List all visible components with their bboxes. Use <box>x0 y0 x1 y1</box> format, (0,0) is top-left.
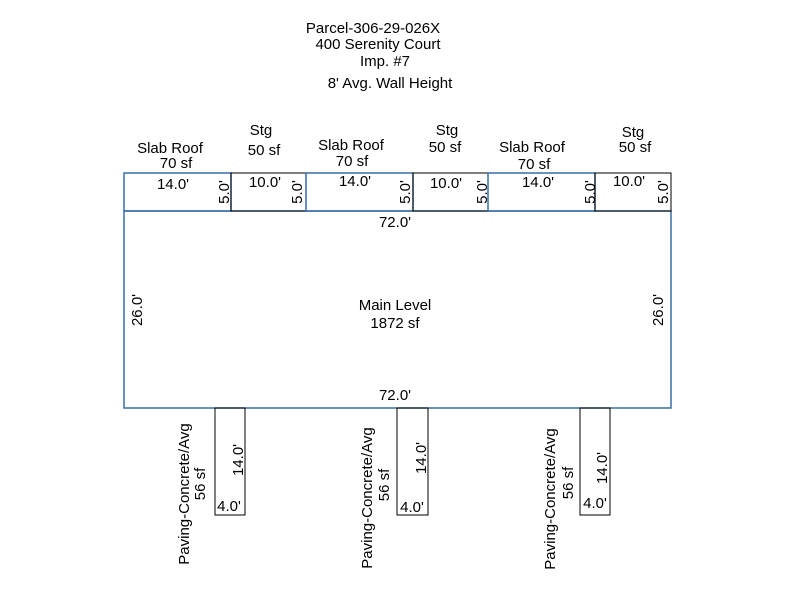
slab-roof-1-area: 70 sf <box>159 155 193 172</box>
paving-1-width-dim: 4.0' <box>217 498 241 515</box>
stg-1-name: Stg <box>249 122 273 139</box>
stg-1-width-dim: 10.0' <box>248 174 282 191</box>
stg-1-depth-dim: 5.0' <box>289 180 306 204</box>
stg-2-area: 50 sf <box>428 139 462 156</box>
paving-3-width-dim: 4.0' <box>583 495 607 512</box>
main-level-top-dim: 72.0' <box>378 214 412 231</box>
address-label: 400 Serenity Court <box>315 36 441 53</box>
slab-roof-3-name: Slab Roof <box>499 139 565 156</box>
slab-roof-2-area: 70 sf <box>335 153 369 170</box>
stg-3-name: Stg <box>621 124 645 141</box>
slab-roof-1-depth-dim: 5.0' <box>216 180 233 204</box>
slab-roof-1-name: Slab Roof <box>137 140 203 157</box>
paving-1-area: 56 sf <box>192 467 209 501</box>
paving-2-length-dim: 14.0' <box>413 441 430 475</box>
slab-roof-3-depth-dim: 5.0' <box>582 180 599 204</box>
stg-3-width-dim: 10.0' <box>612 173 646 190</box>
paving-2-width-dim: 4.0' <box>400 499 424 516</box>
paving-3-length-dim: 14.0' <box>594 451 611 485</box>
main-level-left-dim: 26.0' <box>129 293 146 327</box>
stg-3-depth-dim: 5.0' <box>655 180 672 204</box>
slab-roof-2-width-dim: 14.0' <box>338 173 372 190</box>
stg-2-width-dim: 10.0' <box>429 175 463 192</box>
slab-roof-3-area: 70 sf <box>517 156 551 173</box>
slab-roof-1-width-dim: 14.0' <box>156 176 190 193</box>
wall-height-label: 8' Avg. Wall Height <box>327 75 453 92</box>
slab-roof-2-name: Slab Roof <box>318 137 384 154</box>
main-level-area: 1872 sf <box>370 315 420 332</box>
main-level-right-dim: 26.0' <box>650 293 667 327</box>
parcel-label: Parcel-306-29-026X <box>305 20 441 37</box>
slab-roof-3-width-dim: 14.0' <box>521 174 555 191</box>
paving-3-area: 56 sf <box>560 466 577 500</box>
improvement-label: Imp. #7 <box>359 53 411 70</box>
stg-2-name: Stg <box>435 122 459 139</box>
stg-3-area: 50 sf <box>618 139 652 156</box>
paving-1-length-dim: 14.0' <box>230 443 247 477</box>
main-level-name: Main Level <box>358 297 432 314</box>
paving-2-name: Paving-Concrete/Avg <box>359 427 376 569</box>
slab-roof-2-depth-dim: 5.0' <box>397 180 414 204</box>
stg-2-depth-dim: 5.0' <box>474 180 491 204</box>
paving-1-name: Paving-Concrete/Avg <box>176 423 193 565</box>
paving-2-area: 56 sf <box>376 468 393 502</box>
paving-3-name: Paving-Concrete/Avg <box>542 428 559 570</box>
main-level-bottom-dim: 72.0' <box>378 387 412 404</box>
stg-1-area: 50 sf <box>247 142 281 159</box>
